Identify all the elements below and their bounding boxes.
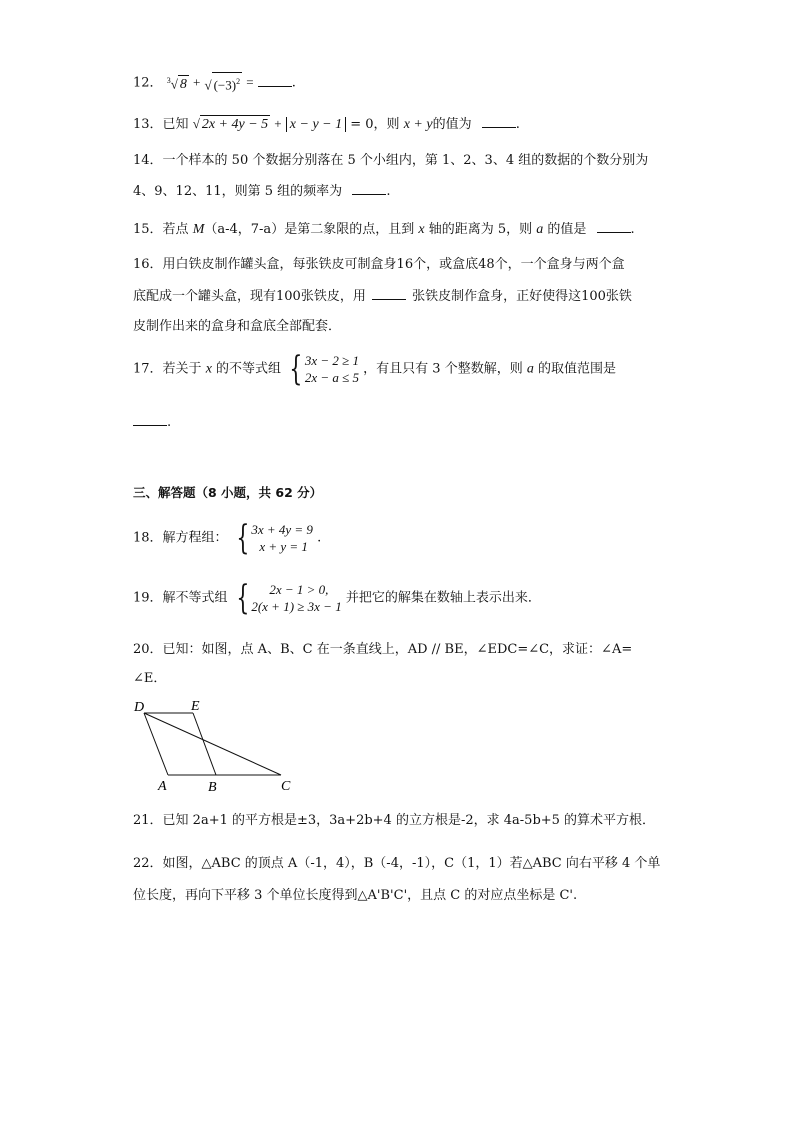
- label-b: B: [208, 780, 217, 795]
- question-22-line-1: 22．如图，△ABC 的顶点 A（-1，4），B（-4，-1），C（1，1）若△ABC 向右平移 4 个单: [133, 856, 661, 871]
- question-20-line-2: ∠E．: [133, 671, 167, 686]
- cube-root-expression: $^3$√ 8: [166, 76, 187, 93]
- question-17-answer: .: [133, 413, 171, 432]
- question-16-line-3: 皮制作出来的盒身和盒底全部配套．: [133, 319, 342, 334]
- question-13: 13．已知 √ 2x + 4y − 5 + x − y − 1 = 0，则 x + y的值为 .: [133, 116, 520, 132]
- question-number: 12．: [133, 75, 163, 91]
- label-d: D: [134, 700, 145, 715]
- question-14-line-1: 14．一个样本的 50 个数据分别落在 5 个小组内，第 1、2、3、4 组的数据的个数分别为: [133, 153, 649, 168]
- answer-blank: [133, 413, 167, 426]
- question-21: 21．已知 2a+1 的平方根是±3，3a+2b+4 的立方根是-2，求 4a-5b+5 的算术平方根．: [133, 813, 656, 828]
- answer-blank: [597, 220, 631, 233]
- label-a: A: [158, 779, 167, 794]
- question-16-line-2: 底配成一个罐头盒，现有100张铁皮，用 张铁皮制作盒身，正好使得这100张铁: [133, 289, 632, 304]
- geometry-figure: [128, 696, 303, 796]
- square-root-expression: √ 2x + 4y − 5: [192, 116, 269, 132]
- question-18: 18．解方程组： { 3x + 4y = 9 x + y = 1 .: [133, 518, 322, 558]
- question-20-line-1: 20．已知：如图，点 A、B、C 在一条直线上，AD // BE，∠EDC=∠C，求证：∠A=: [133, 642, 633, 657]
- answer-blank: [258, 74, 292, 87]
- absolute-value-expression: x − y − 1: [286, 117, 346, 132]
- answer-blank: [482, 115, 516, 128]
- question-19: 19．解不等式组 { 2x − 1 > 0, 2(x + 1) ≥ 3x − 1 并把它的解集在数轴上表示出来．: [133, 578, 541, 618]
- answer-blank: [372, 287, 406, 300]
- square-root-expression: √ $(-3)^2$: [204, 72, 242, 94]
- label-e: E: [191, 699, 200, 714]
- inequality-system: { 2x − 1 > 0, 2(x + 1) ≥ 3x − 1: [236, 578, 342, 618]
- question-22-line-2: 位长度，再向下平移 3 个单位长度得到△A'B'C'，且点 C 的对应点坐标是 C'.: [133, 888, 578, 903]
- inequality-system: { 3x − 2 ≥ 1 2x − a ≤ 5: [289, 349, 360, 389]
- section-heading: 三、解答题（8 小题，共 62 分）: [133, 485, 323, 500]
- question-15: 15．若点 M（a-4，7-a）是第二象限的点，且到 x 轴的距离为 5，则 a 的值是 .: [133, 222, 635, 237]
- question-12: 12． $^3$√ 8 + √ $(-3)^2$ = .: [133, 72, 296, 94]
- question-17: 17．若关于 x 的不等式组 { 3x − 2 ≥ 1 2x − a ≤ 5 ，有且只有 3 个整数解，则 a 的取值范围是: [133, 349, 616, 389]
- label-c: C: [281, 779, 291, 794]
- question-14-line-2: 4、9、12、11，则第 5 组的频率为 .: [133, 184, 391, 199]
- equation-system: { 3x + 4y = 9 x + y = 1: [236, 518, 313, 558]
- question-16-line-1: 16．用白铁皮制作罐头盒，每张铁皮可制盒身16个，或盒底48个，一个盒身与两个盒: [133, 257, 625, 272]
- answer-blank: [352, 182, 386, 195]
